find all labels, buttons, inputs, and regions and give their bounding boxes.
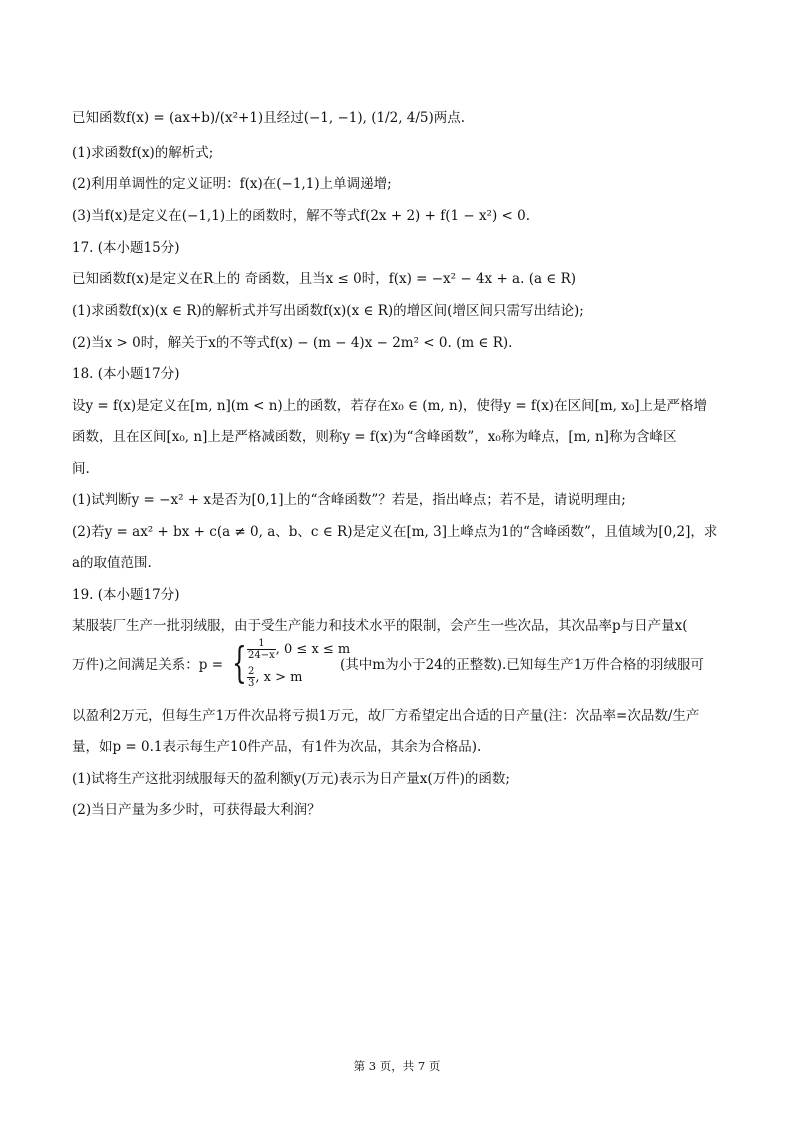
- problem-18-line2: 函数，且在区间[x₀, n]上是严格减函数，则称y = f(x)为“含峰函数”，x₀称为峰点，[m, n]称为含峰区: [72, 429, 677, 445]
- piecewise-tail: (其中m为小于24的正整数).已知每生产1万件合格的羽绒服可: [340, 657, 704, 673]
- page-footer: 第 3 页，共 7 页: [353, 1059, 441, 1073]
- problem-18-q2b: a的取值范围.: [72, 555, 152, 571]
- problem-17-intro: 已知函数f(x)是定义在R上的 奇函数，且当x ≤ 0时，f(x) = −x² − 4x + a. (a ∈ R): [72, 271, 577, 287]
- problem-19-line4: 量，如p = 0.1表示每生产10件产品，有1件为次品，其余为合格品).: [72, 739, 482, 755]
- case1-numerator: 1: [247, 638, 276, 650]
- case2-denominator: 3: [248, 678, 255, 689]
- problem-19-line1: 某服装厂生产一批羽绒服，由于受生产能力和技术水平的限制，会产生一些次品，其次品率p与日产量x(: [72, 618, 688, 634]
- brace-symbol: {: [232, 638, 247, 687]
- problem-16-q2: (2)利用单调性的定义证明：f(x)在(−1,1)上单调递增;: [72, 176, 392, 192]
- problem-18-line1: 设y = f(x)是定义在[m, n](m < n)上的函数，若存在x₀ ∈ (m, n)，使得y = f(x)在区间[m, x₀]上是严格增: [72, 398, 708, 414]
- case1-denominator: 24−x: [248, 650, 275, 661]
- problem-17-q2: (2)当x > 0时，解关于x的不等式f(x) − (m − 4)x − 2m² < 0. (m ∈ R).: [72, 335, 513, 351]
- problem-18-q2a: (2)若y = ax² + bx + c(a ≠ 0, a、b、c ∈ R)是定义在[m, 3]上峰点为1的“含峰函数”，且值域为[0,2]，求: [72, 524, 718, 540]
- problem-16-q3: (3)当f(x)是定义在(−1,1)上的函数时，解不等式f(2x + 2) + f(1 − x²) < 0.: [72, 208, 531, 224]
- problem-17-heading: 17. (本小题15分): [72, 240, 180, 256]
- piecewise-lead: 万件)之间满足关系：p =: [72, 657, 224, 673]
- problem-19-q1: (1)试将生产这批羽绒服每天的盈利额y(万元)表示为日产量x(万件)的函数;: [72, 771, 510, 787]
- case2-condition: , x > m: [255, 670, 303, 685]
- problem-16-intro: 已知函数f(x) = (ax+b)/(x²+1)且经过(−1, −1), (1/2, 4/5)两点.: [72, 110, 466, 126]
- piecewise-case-2: [247, 666, 302, 689]
- case1-condition: , 0 ≤ x ≤ m: [275, 642, 351, 657]
- problem-16-q1: (1)求函数f(x)的解析式;: [72, 145, 214, 161]
- problem-18-heading: 18. (本小题17分): [72, 366, 180, 382]
- problem-19-q2: (2)当日产量为多少时，可获得最大利润？: [72, 802, 321, 818]
- piecewise-case-1: [247, 638, 350, 661]
- case2-numerator: 2: [248, 666, 255, 677]
- problem-19-line3: 以盈利2万元，但每生产1万件次品将亏损1万元，故厂方希望定出合适的日产量(注：次品率=次品数/生产: [72, 708, 700, 724]
- problem-17-q1: (1)求函数f(x)(x ∈ R)的解析式并写出函数f(x)(x ∈ R)的增区间(增区间只需写出结论);: [72, 303, 584, 319]
- problem-18-q1: (1)试判断y = −x² + x是否为[0,1]上的“含峰函数”？若是，指出峰点；若不是，请说明理由;: [72, 492, 626, 508]
- problem-18-line3: 间.: [72, 461, 90, 477]
- case2-fraction: [247, 666, 255, 689]
- case1-fraction: [247, 638, 276, 661]
- problem-19-heading: 19. (本小题17分): [72, 587, 180, 603]
